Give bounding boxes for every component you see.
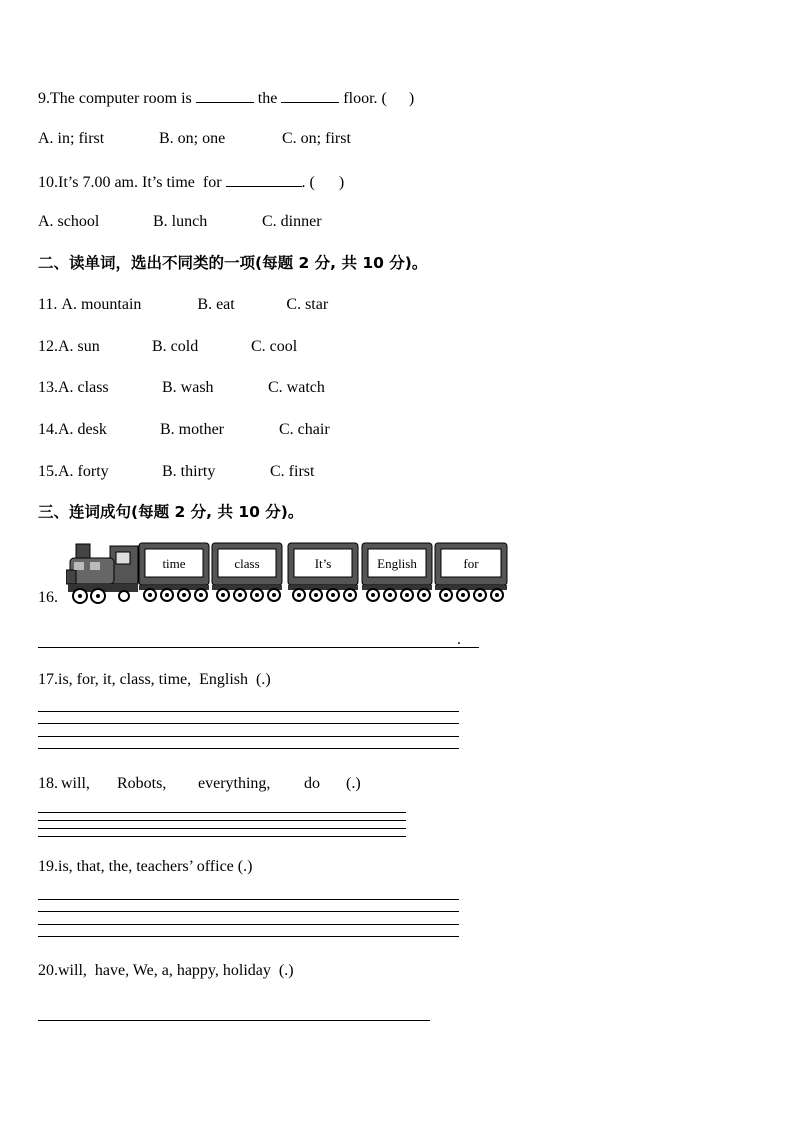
wagon (435, 543, 507, 601)
wagon-word: for (463, 556, 479, 571)
locomotive-icon (66, 544, 138, 603)
wagon (362, 543, 432, 601)
question-16-number: 16. (38, 589, 58, 606)
answer-blank[interactable] (196, 87, 254, 103)
question-12: 12.A. sun B. cold C. cool (38, 338, 298, 355)
answer-line[interactable] (38, 820, 406, 821)
answer-line[interactable] (38, 911, 459, 912)
answer-line[interactable] (38, 1020, 430, 1021)
option-c: C. on; first (282, 130, 351, 147)
answer-line[interactable] (38, 711, 459, 712)
wagon-word: English (377, 556, 417, 571)
wagon (139, 543, 209, 601)
option-b: B. on; one (159, 130, 226, 147)
wagon (212, 543, 282, 601)
answer-line[interactable] (38, 723, 459, 724)
answer-line[interactable] (38, 736, 459, 737)
answer-line[interactable] (38, 836, 406, 837)
wagon-word: time (162, 556, 186, 571)
question-14: 14.A. desk B. mother C. chair (38, 421, 330, 438)
option-a: A. school (38, 213, 100, 230)
question-13: 13.A. class B. wash C. watch (38, 379, 325, 396)
section-2-heading: 二、读单词，选出不同类的一项(每题 2 分, 共 10 分)。 (38, 254, 428, 272)
wagon-word: It’s (314, 556, 332, 571)
question-10-stem: 10.It’s 7.00 am. It’s time for . ( ) (38, 171, 344, 193)
question-15: 15.A. forty B. thirty C. first (38, 463, 315, 480)
wagon-word: class (234, 556, 260, 571)
question-11: 11. A. mountain B. eat C. star (38, 296, 329, 313)
question-17: 17.is, for, it, class, time, English (.) (38, 671, 271, 688)
answer-blank[interactable] (226, 171, 302, 187)
question-10-options (38, 212, 322, 232)
q16-end-mark: . (457, 631, 461, 648)
question-9-options (38, 129, 351, 149)
option-c: C. dinner (262, 213, 322, 230)
question-18: 18. will, Robots, everything, do (.) (38, 775, 361, 792)
option-a: A. in; first (38, 130, 105, 147)
answer-line[interactable] (38, 828, 406, 829)
answer-line[interactable] (38, 812, 406, 813)
answer-line[interactable] (38, 924, 459, 925)
answer-line[interactable] (38, 647, 479, 648)
word-train-illustration (66, 540, 510, 606)
answer-blank[interactable] (281, 87, 339, 103)
answer-line[interactable] (38, 748, 459, 749)
answer-line[interactable] (38, 899, 459, 900)
question-20: 20.will, have, We, a, happy, holiday (.) (38, 962, 294, 979)
section-3-heading: 三、连词成句(每题 2 分, 共 10 分)。 (38, 503, 304, 521)
option-b: B. lunch (153, 213, 208, 230)
question-9-stem: 9.The computer room is the floor. ( ) (38, 87, 414, 109)
wagon (288, 543, 358, 601)
answer-line[interactable] (38, 936, 459, 937)
question-19: 19.is, that, the, teachers’ office (.) (38, 858, 253, 875)
